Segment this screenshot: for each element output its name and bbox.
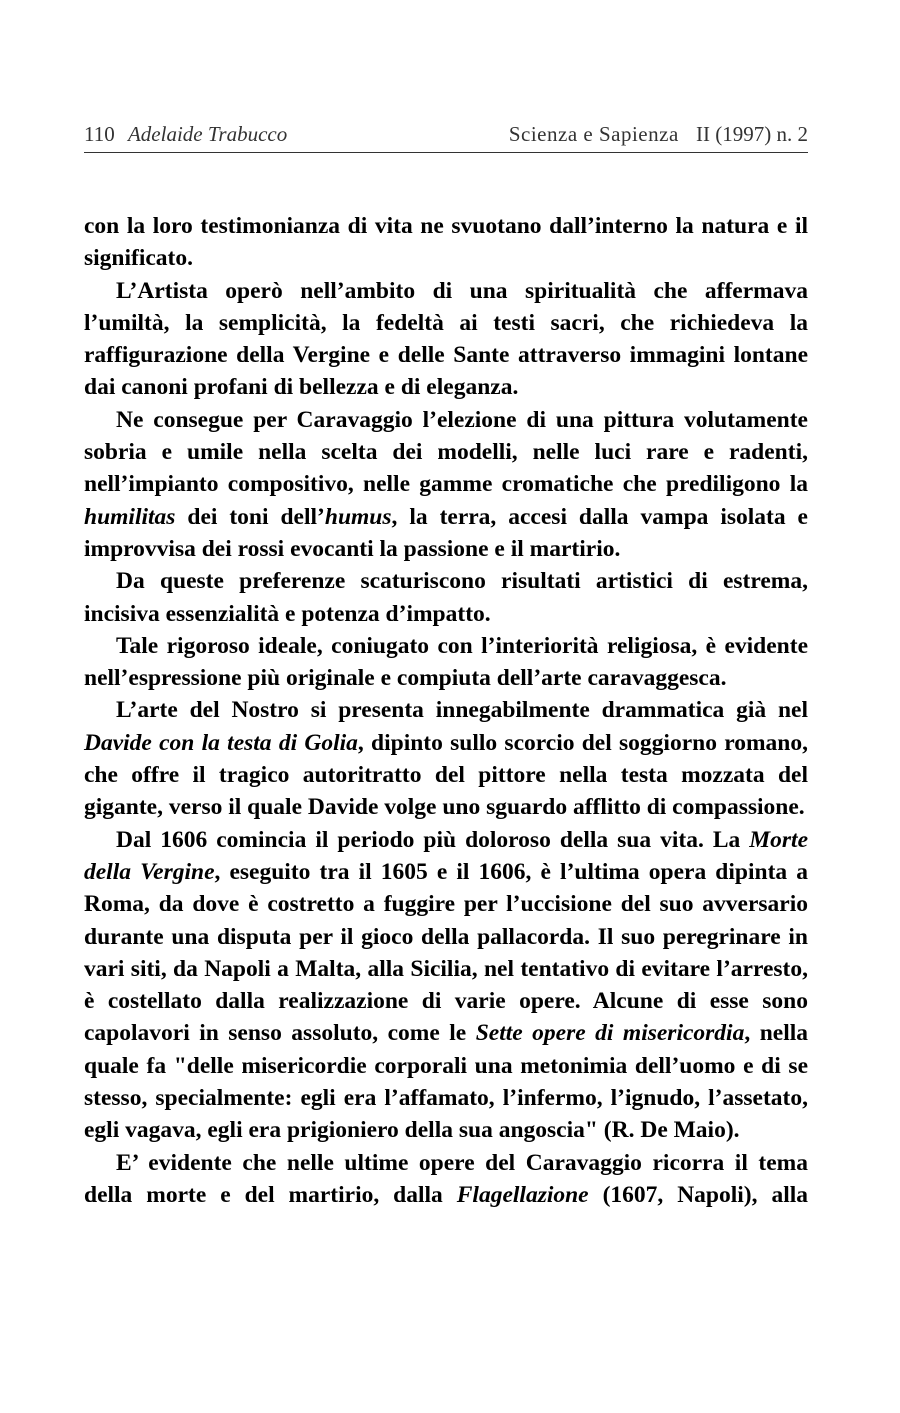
italic-term-humus: humus <box>324 503 392 530</box>
artwork-title: Flagellazione <box>456 1181 589 1208</box>
journal-issue: II (1997) n. 2 <box>696 122 808 146</box>
header-left <box>84 122 287 147</box>
paragraph-text: , la terra, accesi dalla vampa isolata e improvvisa dei rossi evocanti la passione e il martirio. <box>84 503 808 562</box>
paragraph-text: Tale rigoroso ideale, coniugato con l’interiorità religiosa, è evidente nell’espressione più originale e compiuta dell’arte caravaggesca. <box>84 632 808 692</box>
paragraph-text: L’arte del Nostro si presenta innegabilmente drammatica già nel <box>116 697 808 724</box>
article-body <box>84 210 808 1211</box>
paragraph-3 <box>84 404 808 565</box>
paragraph-6 <box>84 694 808 823</box>
italic-term-humilitas: humilitas <box>84 503 176 530</box>
paragraph-4 <box>84 565 808 630</box>
author-name: Adelaide Trabucco <box>127 122 288 146</box>
paragraph-text: Da queste preferenze scaturiscono risultati artistici di estrema, incisiva essenzialità e potenza d’impatto. <box>84 568 808 627</box>
artwork-title: Sette opere di misericordia <box>475 1020 745 1047</box>
page-number: 110 <box>84 122 115 146</box>
paragraph-8 <box>84 1147 808 1212</box>
paragraph-text: , nella quale fa "delle misericordie corporali una metonimia dell’uomo e di se stesso, specialmente: egli era l’affamato, l’infermo, l’ignudo, l’assetato, egli vagava, egli era prigioniero della sua angoscia" (R. De Maio). <box>84 1020 809 1144</box>
paragraph-text: Dal 1606 comincia il periodo più doloroso della sua vita. La <box>116 826 750 853</box>
artwork-title: Davide con la testa di Golia <box>84 729 358 756</box>
paragraph-7 <box>84 824 808 1147</box>
paragraph-text: L’Artista operò nell’ambito di una spiritualità che affermava l’umiltà, la semplicità, la fedeltà ai testi sacri, che richiedeva la raffigurazione della Vergine e delle Sante attraverso immagini lontane dai canoni profani di bellezza e di eleganza. <box>84 277 808 401</box>
paragraph-2 <box>84 275 808 404</box>
header-right <box>509 122 808 147</box>
paragraph-text: dei toni dell’ <box>175 503 325 530</box>
paragraph-1 <box>84 210 808 275</box>
paragraph-text: , eseguito tra il 1605 e il 1606, è l’ultima opera dipinta a Roma, da dove è costretto a fuggire per l’uccisione del suo avversario durante una disputa per il gioco della pallacorda. Il suo peregrinare in vari siti, da Napoli a Malta, alla Sicilia, nel tentativo di evitare l’arresto, è costellato dalla realizzazione di varie opere. Alcune di esse sono capolavori in senso assoluto, come le <box>84 858 808 1047</box>
paragraph-text: Ne consegue per Caravaggio l’elezione di una pittura volutamente sobria e umile nella scelta dei modelli, nelle luci rare e radenti, nell’impianto compositivo, nelle gamme cromatiche che prediligono la <box>84 406 808 498</box>
paragraph-text: E’ evidente che nelle ultime opere del Caravaggio ricorra il tema della morte e del martirio, dalla <box>84 1149 808 1208</box>
paragraph-text: , dipinto sullo scorcio del soggiorno romano, che offre il tragico autoritratto del pittore nella testa mozzata del gigante, verso il quale Davide volge uno sguardo afflitto di compassione. <box>84 729 808 821</box>
artwork-title: Morte della Vergine <box>84 826 808 885</box>
running-header <box>84 122 808 153</box>
paragraph-text: con la loro testimonianza di vita ne svuotano dall’interno la natura e il significato. <box>84 213 808 272</box>
journal-title: Scienza e Sapienza <box>508 122 679 146</box>
paragraph-text: (1607, Napoli), alla <box>588 1181 809 1208</box>
paragraph-5 <box>84 630 808 695</box>
